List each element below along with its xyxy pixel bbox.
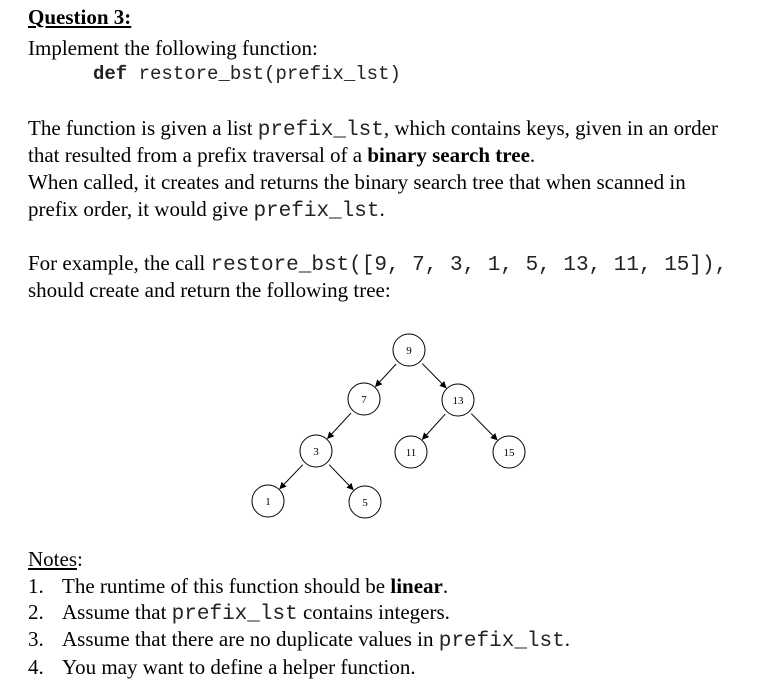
example-line-2: should create and return the following tree:: [28, 278, 391, 302]
code-prefix-lst: prefix_lst: [438, 630, 565, 653]
note-number: 1.: [28, 574, 44, 598]
note-item: [28, 599, 450, 626]
desc-text: .: [379, 197, 385, 221]
tree-node-3: [300, 435, 332, 467]
note-text: The runtime of this function should be: [62, 574, 391, 598]
bold-term: binary search tree: [367, 143, 530, 167]
note-item: [28, 654, 416, 680]
bold-term: linear: [390, 574, 443, 598]
tree-node-9: [393, 334, 425, 366]
tree-node-key: 5: [362, 497, 368, 509]
code-prefix-lst: prefix_lst: [253, 200, 380, 223]
note-number: 3.: [28, 627, 44, 651]
code-prefix-lst: prefix_lst: [171, 603, 298, 626]
desc-text: , which contains keys, given in an order: [383, 116, 718, 140]
signature-text: restore_bst(prefix_lst): [138, 63, 401, 85]
code-prefix-lst: prefix_lst: [257, 119, 384, 142]
tree-node-5: [349, 486, 381, 518]
tree-node-1: [252, 485, 284, 517]
tree-node-11: [395, 436, 427, 468]
desc-text: that resulted from a prefix traversal of a: [28, 143, 368, 167]
description-line-3: When called, it creates and returns the binary search tree that when scanned in: [28, 170, 686, 194]
tree-node-key: 15: [503, 447, 515, 459]
desc-text: .: [529, 143, 536, 167]
tree-node-15: [493, 436, 525, 468]
note-text: Assume that: [62, 600, 172, 624]
tree-edge-n7-n3: [328, 413, 352, 439]
note-number: 4.: [28, 655, 44, 679]
notes-colon: :: [77, 547, 83, 571]
question-title: Question 3:: [28, 5, 132, 29]
note-text: .: [442, 574, 449, 598]
desc-text: The function is given a list: [28, 116, 258, 140]
tree-edge-n9-n13: [422, 364, 446, 388]
tree-edge-n13-n11: [422, 414, 445, 439]
notes-heading: [28, 546, 83, 572]
tree-node-13: [442, 384, 474, 416]
desc-text: prefix order, it would give: [28, 197, 254, 221]
example-call: restore_bst([9, 7, 3, 1, 5, 13, 11, 15]),: [210, 254, 728, 277]
def-keyword: def: [93, 63, 128, 85]
note-text: You may want to define a helper function.: [62, 655, 416, 679]
tree-node-key: 7: [361, 394, 367, 406]
tree-node-key: 13: [452, 395, 464, 407]
question-intro: Implement the following function:: [28, 36, 318, 60]
note-number: 2.: [28, 600, 44, 624]
tree-node-7: [348, 383, 380, 415]
note-item: [28, 626, 570, 653]
example-text: For example, the call: [28, 251, 211, 275]
tree-node-key: 3: [313, 446, 319, 458]
note-item: [28, 573, 449, 599]
tree-edge-n3-n1: [280, 465, 303, 489]
notes-heading-text: Notes: [28, 547, 77, 571]
tree-edge-n9-n7: [375, 364, 396, 386]
note-text: Assume that there are no duplicate values in: [62, 627, 439, 651]
tree-edge-n13-n15: [471, 414, 497, 440]
tree-node-key: 9: [406, 345, 412, 357]
tree-node-key: 11: [405, 447, 417, 459]
tree-edge-n3-n5: [329, 465, 353, 490]
note-text: contains integers.: [297, 600, 450, 624]
note-text: .: [564, 627, 570, 651]
tree-node-key: 1: [265, 496, 271, 508]
